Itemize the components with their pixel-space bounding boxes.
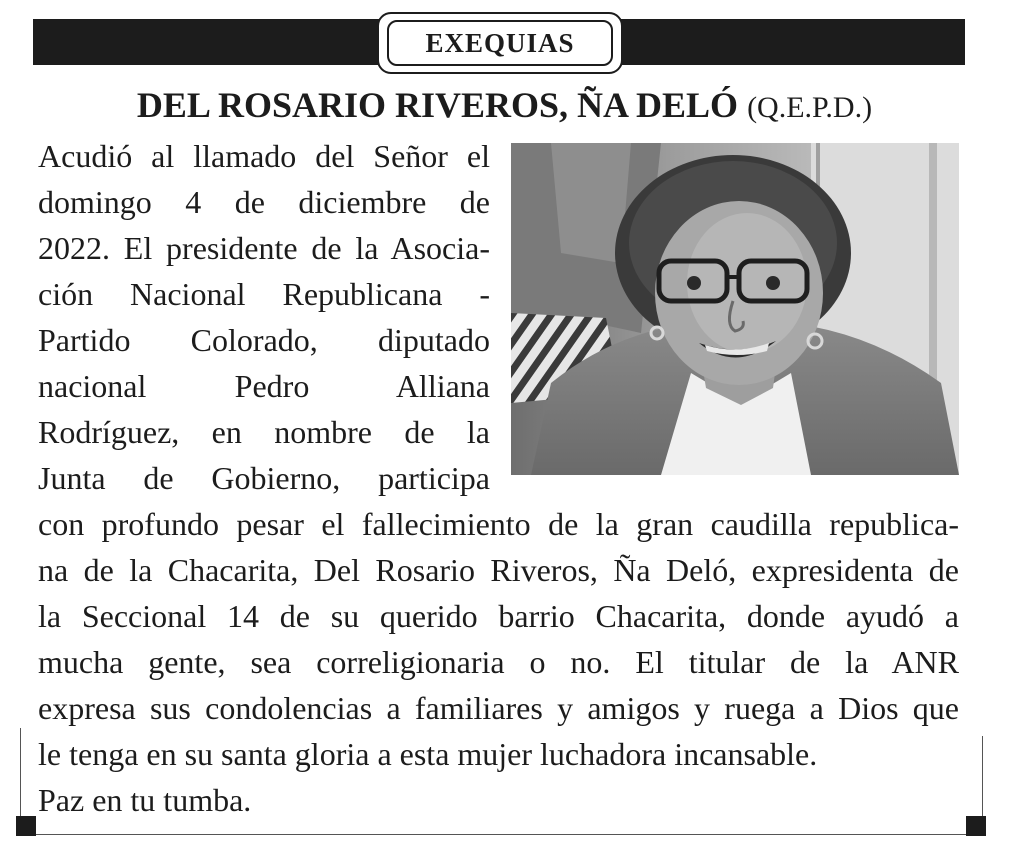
text-line: domingo 4 de diciembre de <box>38 184 490 220</box>
frame-rule-bottom <box>20 834 983 835</box>
text-line: ción Nacional Republicana - <box>38 276 490 312</box>
portrait-photo <box>511 143 959 475</box>
text-line: le tenga en su santa gloria a esta mujer luchadora incansable. <box>38 736 818 772</box>
frame-rule-left <box>20 728 21 820</box>
text-line: con profundo pesar el fallecimiento de la gran caudilla republica- <box>38 506 959 542</box>
text-line: 2022. El presidente de la Asocia- <box>38 230 490 266</box>
full-width-text <box>38 501 959 823</box>
corner-block-right <box>966 816 986 836</box>
deceased-name: DEL ROSARIO RIVEROS, ÑA DELÓ <box>136 85 739 125</box>
frame-rule-right <box>982 736 983 820</box>
text-line: mucha gente, sea correligionaria o no. El titular de la ANR <box>38 644 959 680</box>
section-label: EXEQUIAS <box>425 27 575 58</box>
corner-block-left <box>16 816 36 836</box>
text-line: Partido Colorado, diputado <box>38 322 490 358</box>
section-badge <box>377 12 623 74</box>
text-line: nacional Pedro Alliana <box>38 368 490 404</box>
title-suffix: (Q.E.P.D.) <box>747 91 873 124</box>
text-line: na de la Chacarita, Del Rosario Riveros, Ña Deló, expresidenta de <box>38 552 959 588</box>
closing-line: Paz en tu tumba. <box>38 782 252 818</box>
text-line: Rodríguez, en nombre de la <box>38 414 490 450</box>
obituary-title <box>0 84 1009 126</box>
text-line: Acudió al llamado del Señor el <box>38 138 490 174</box>
column-text <box>38 133 490 501</box>
text-line: expresa sus condolencias a familiares y amigos y ruega a Dios que <box>38 690 959 726</box>
section-badge-frame <box>387 20 613 66</box>
text-line: la Seccional 14 de su querido barrio Chacarita, donde ayudó a <box>38 598 959 634</box>
portrait-image <box>511 143 959 475</box>
text-line: Junta de Gobierno, participa <box>38 460 490 496</box>
